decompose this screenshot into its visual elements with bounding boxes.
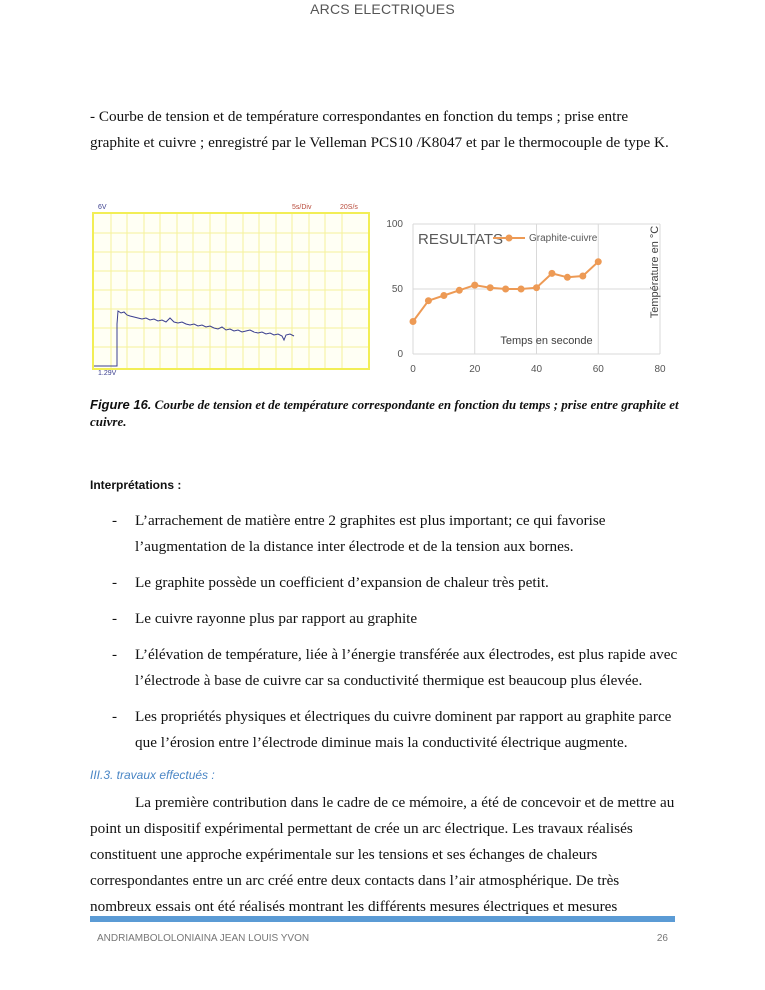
bullet-dash: - — [112, 708, 118, 725]
oscilloscope-capture — [92, 204, 370, 377]
bullet-dash: - — [112, 610, 118, 627]
sample-rate-label: 20S/s — [340, 204, 358, 211]
x-axis-label: Temps en seconde — [500, 335, 593, 347]
data-point — [533, 284, 540, 291]
data-point — [471, 282, 478, 289]
list-item — [90, 570, 680, 596]
interpretations-heading: Interprétations : — [90, 478, 182, 492]
x-tick-label: 20 — [469, 364, 481, 375]
chart-title: RESULTATS — [418, 231, 504, 248]
figure-label: Figure 16. — [90, 397, 152, 412]
body-paragraph: La première contribution dans le cadre de ce mémoire, a été de concevoir et de mettre au point un dispositif expérimental permettant de crée un arc électrique. Les travaux réalisés constituent une approche expérimentale sur les tensions et ses échanges de chaleurs correspondantes entre un arc créé entre deux contacts dans l’air atmosphérique. De très nombreux essais ont été réalisés montrant les différents mesures électriques et mesures — [90, 794, 675, 915]
legend-label: Graphite-cuivre — [529, 233, 598, 244]
list-item — [90, 606, 680, 632]
temperature-chart — [380, 214, 680, 379]
x-tick-label: 40 — [530, 364, 543, 375]
data-point — [564, 274, 571, 281]
list-item-text: Les propriétés physiques et électriques du cuivre dominent par rapport au graphite parce que l’érosion entre l’électrode diminue mais la conductivité électrique augmente. — [135, 708, 672, 751]
list-item-text: Le graphite possède un coefficient d’expansion de chaleur très petit. — [135, 574, 549, 591]
offset-label: 1.29V — [98, 370, 117, 377]
section-heading: III.3. travaux effectués : — [90, 768, 215, 782]
data-point — [487, 284, 494, 291]
legend-marker-icon — [506, 235, 513, 242]
data-point — [502, 286, 509, 293]
bullet-dash: - — [112, 574, 118, 591]
data-point — [579, 273, 586, 280]
page-number: 26 — [656, 933, 668, 944]
bullet-dash: - — [112, 512, 118, 529]
list-item-text: Le cuivre rayonne plus par rapport au graphite — [135, 610, 418, 627]
data-point — [425, 297, 432, 304]
data-point — [548, 270, 555, 277]
data-point — [456, 287, 463, 294]
footer-divider — [90, 916, 675, 922]
x-tick-label: 60 — [592, 364, 604, 375]
data-point — [518, 286, 525, 293]
temperature-line-chart — [380, 214, 680, 379]
list-item-text: L’élévation de température, liée à l’énergie transférée aux électrodes, est plus rapide avec l’électrode à base de cuivre car sa conductivité thermique est beaucoup plus élevée. — [135, 646, 678, 689]
y-axis-label: Température en °C — [649, 225, 661, 319]
figure-caption — [90, 396, 680, 430]
time-div-label: 5s/Div — [292, 204, 312, 211]
page-header-title: ARCS ELECTRIQUES — [310, 1, 455, 17]
y-tick-label: 100 — [386, 219, 403, 230]
list-item — [90, 704, 680, 756]
figure-caption-text: Courbe de tension et de température correspondante en fonction du temps ; prise entre graphite et cuivre. — [90, 397, 679, 429]
y-tick-label: 0 — [397, 349, 403, 360]
volt-div-label: 6V — [98, 204, 107, 211]
oscilloscope-grid — [94, 214, 368, 368]
data-point — [410, 318, 417, 325]
x-tick-label: 0 — [410, 364, 416, 375]
list-item — [90, 508, 680, 560]
data-point — [595, 258, 602, 265]
list-item — [90, 642, 680, 694]
data-point — [440, 292, 447, 299]
list-item-text: L’arrachement de matière entre 2 graphites est plus important; ce qui favorise l’augmentation de la distance inter électrode et de la tension aux bornes. — [135, 512, 606, 555]
bullet-dash: - — [112, 646, 118, 663]
footer-author: ANDRIAMBOLOLONIAINA JEAN LOUIS YVON — [97, 933, 310, 944]
x-tick-label: 80 — [654, 364, 666, 375]
intro-paragraph: - Courbe de tension et de température correspondantes en fonction du temps ; prise entre graphite et cuivre ; enregistré par le Velleman PCS10 /K8047 et par le thermocouple de type K. — [90, 108, 669, 151]
interpretations-list — [90, 508, 680, 766]
y-tick-label: 50 — [391, 284, 403, 295]
